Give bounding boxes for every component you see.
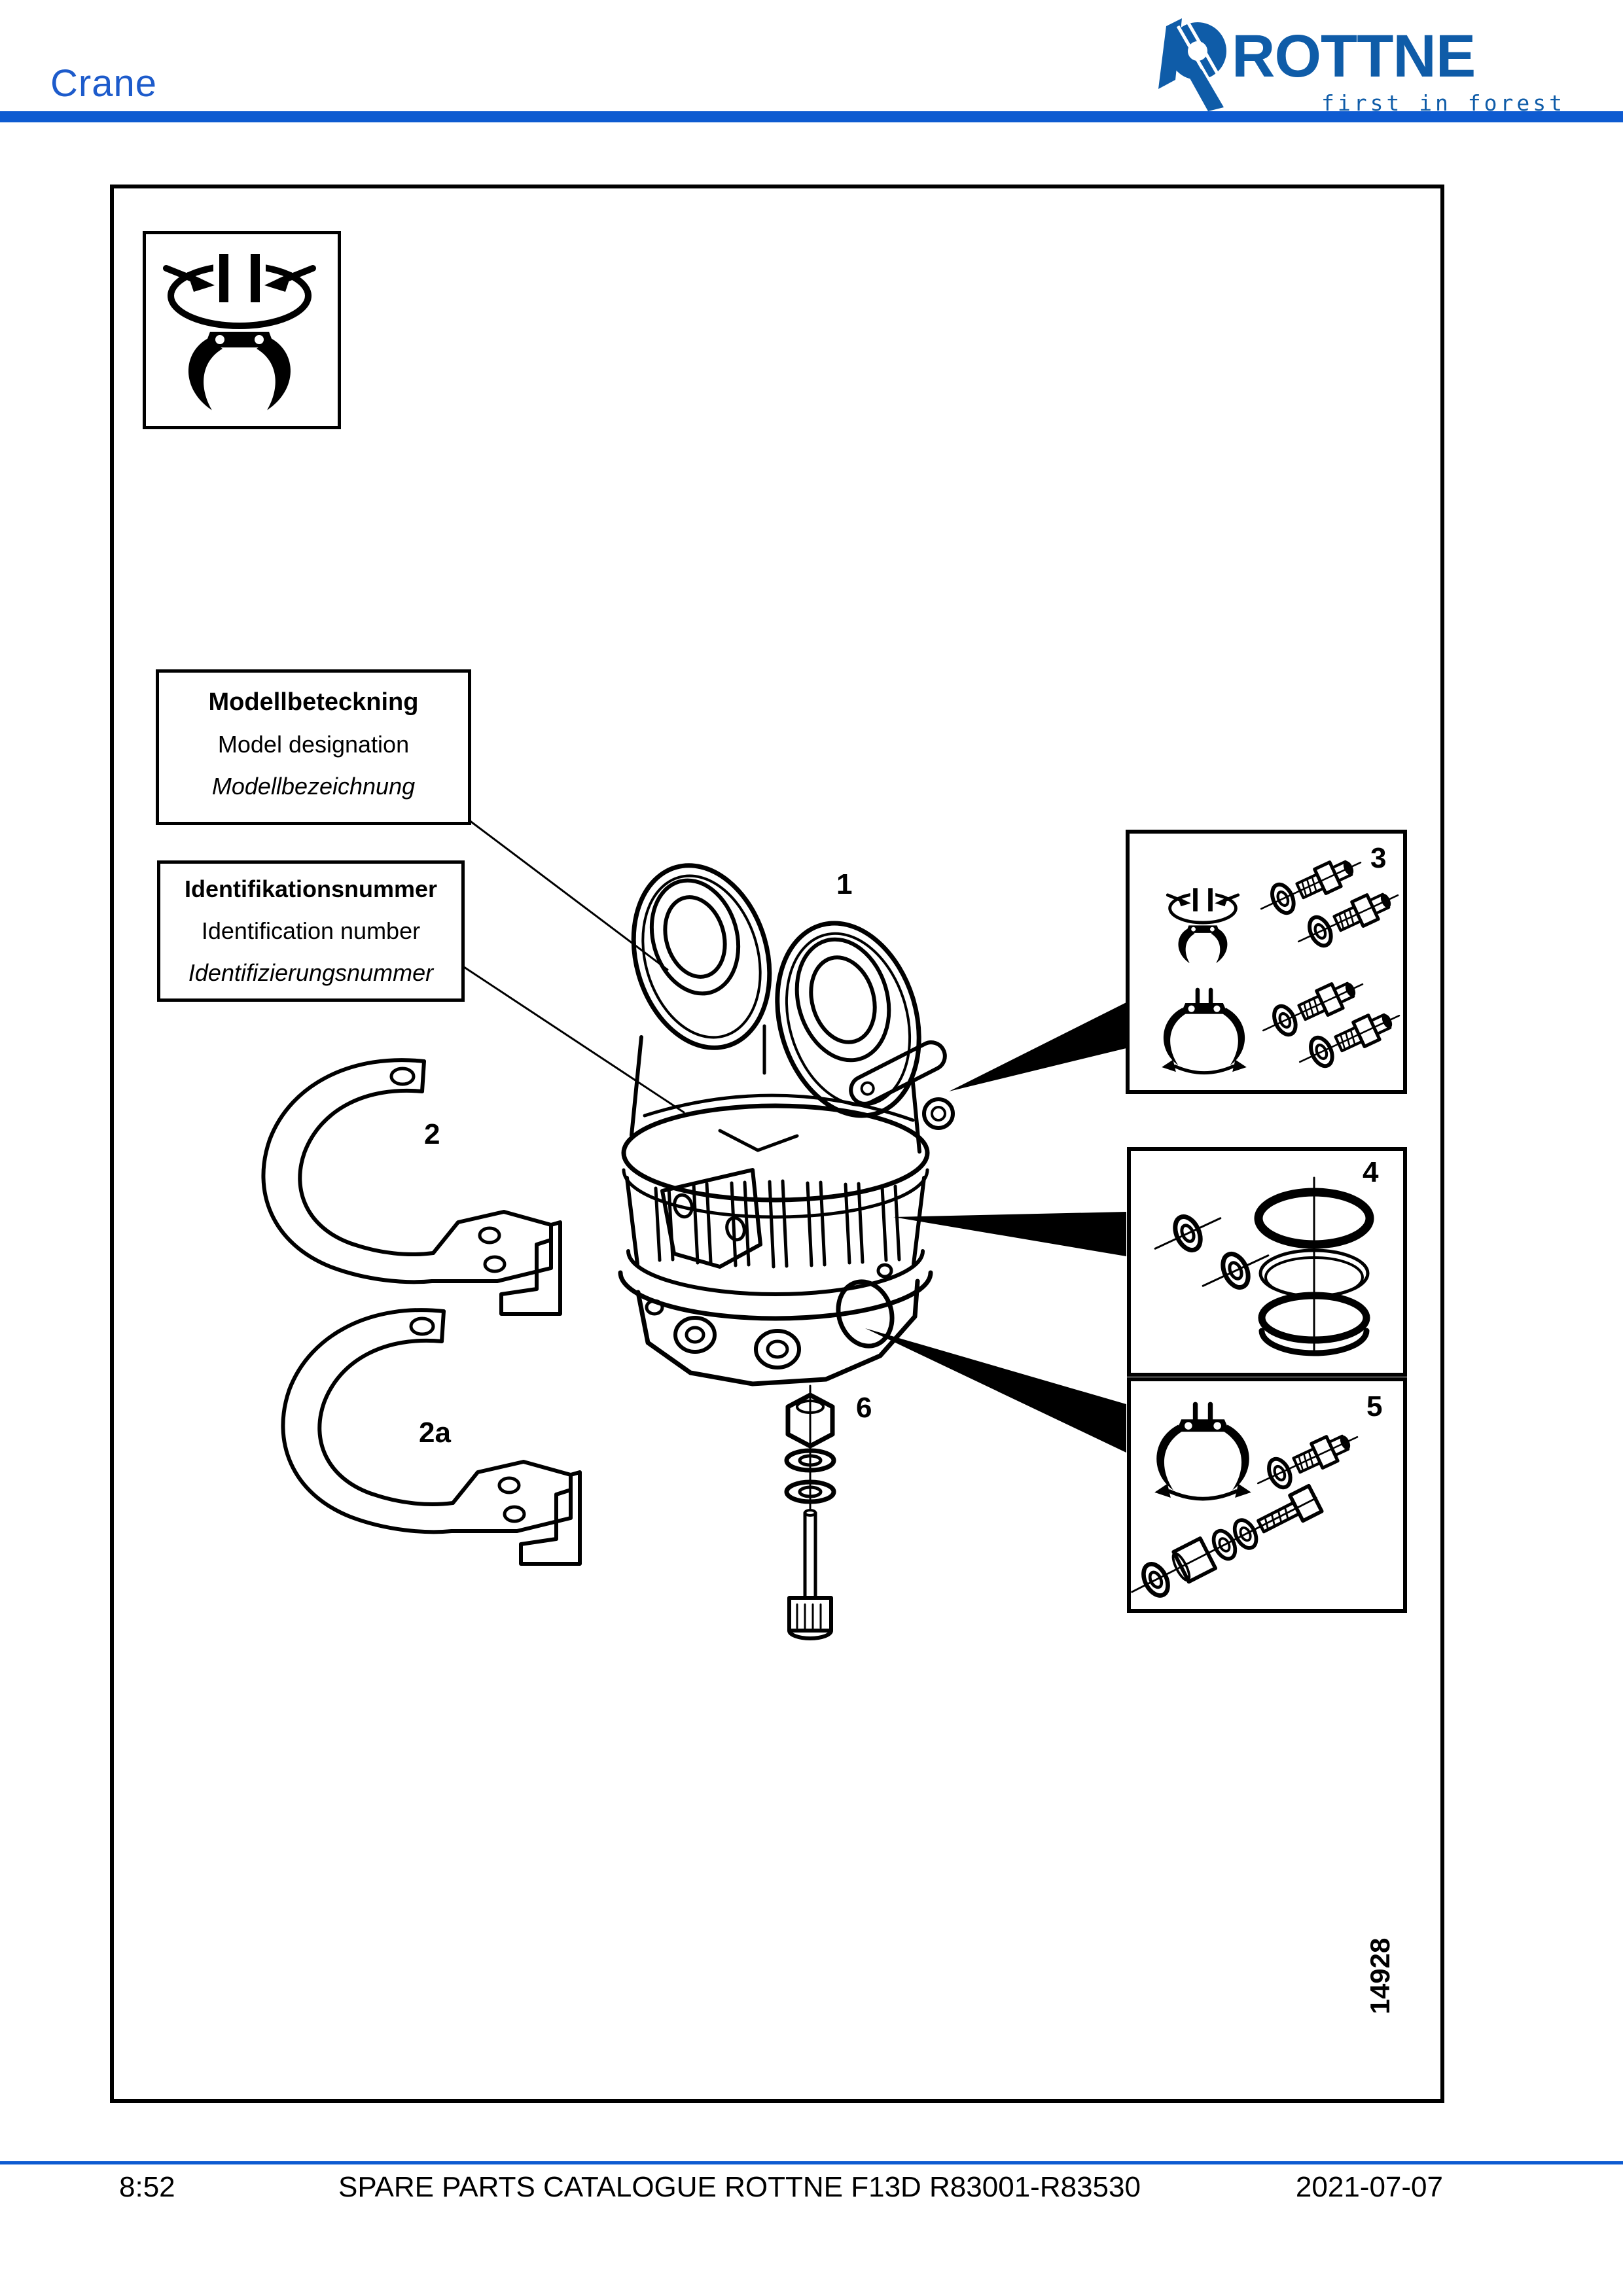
part-label-6: 6 <box>856 1392 872 1424</box>
footer-title: SPARE PARTS CATALOGUE ROTTNE F13D R83001-R83530 <box>338 2171 1141 2203</box>
callout-line-en: Model designation <box>217 731 410 758</box>
callout-line-sv: Modellbeteckning <box>208 688 419 716</box>
footer-date: 2021-07-07 <box>1295 2171 1443 2203</box>
part-label-2: 2 <box>424 1118 440 1150</box>
detail-box-5 <box>1127 1377 1407 1613</box>
diagram-frame <box>110 185 1444 2103</box>
detail-box-3 <box>1126 830 1407 1094</box>
callout-identification-number <box>157 860 465 1002</box>
callout-model-designation <box>156 669 471 825</box>
callout-line-en: Identification number <box>201 917 421 944</box>
page-title: Crane <box>50 62 157 105</box>
part-label-1: 1 <box>836 868 853 900</box>
symbol-box <box>143 231 341 429</box>
logo-brand: ROTTNE <box>1232 23 1476 90</box>
part-label-3: 3 <box>1370 842 1387 874</box>
figure-number: 14928 <box>1364 1937 1395 2015</box>
footer-time: 8:52 <box>119 2171 175 2203</box>
callout-line-sv: Identifikationsnummer <box>184 875 438 902</box>
callout-line-de: Identifizierungsnummer <box>188 959 434 986</box>
part-label-4: 4 <box>1363 1156 1379 1188</box>
part-label-5: 5 <box>1366 1390 1383 1422</box>
callout-line-de: Modellbezeichnung <box>211 773 416 800</box>
logo-tagline: first in forest <box>1321 90 1565 116</box>
part-label-2a: 2a <box>419 1417 451 1449</box>
